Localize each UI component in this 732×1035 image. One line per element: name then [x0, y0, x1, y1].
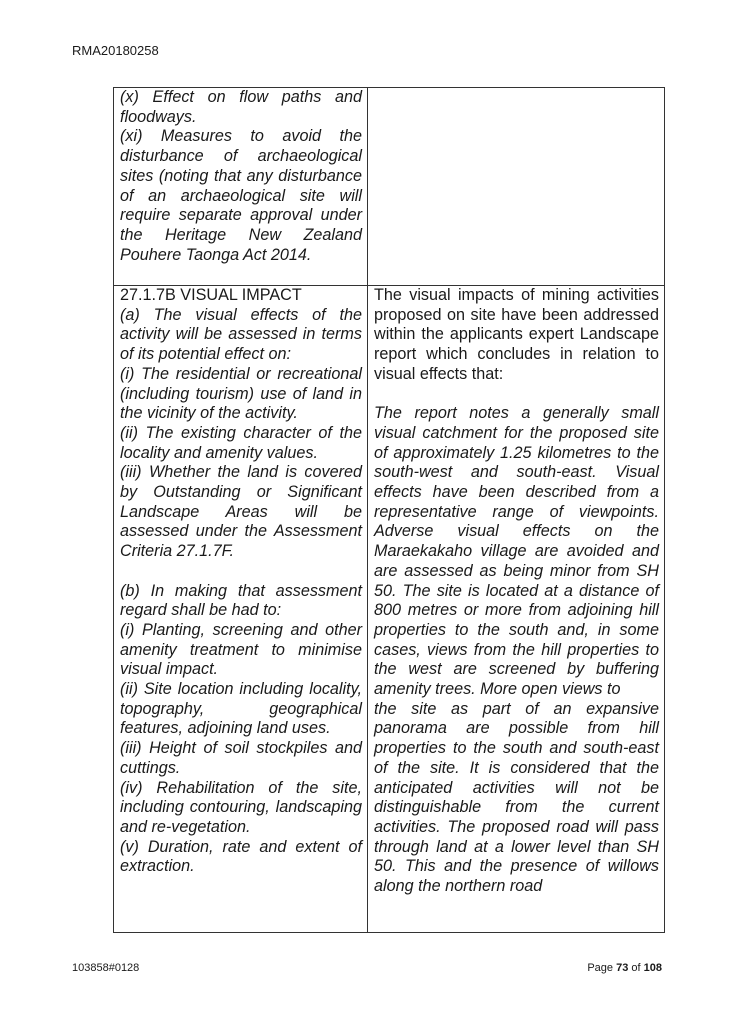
- criterion-b-ii: (ii) Site location including locality, topography, geographical features, adjoining land uses.: [120, 680, 362, 738]
- page-total: 108: [643, 962, 662, 974]
- criterion-b-v: (v) Duration, rate and extent of extraction.: [120, 837, 362, 876]
- criterion-x: (x) Effect on flow paths and floodways.: [120, 88, 362, 126]
- page-label: Page: [587, 962, 614, 974]
- table-row: [114, 88, 665, 286]
- section-heading: 27.1.7B VISUAL IMPACT: [120, 286, 302, 304]
- criteria-cell: [114, 286, 368, 933]
- assessment-table: [113, 87, 665, 933]
- criterion-a-ii: (ii) The existing character of the locality and amenity values.: [120, 423, 362, 462]
- response-cell: [368, 286, 665, 933]
- spacer: [120, 562, 362, 582]
- criterion-b: (b) In making that assessment regard shall be had to:: [120, 581, 362, 620]
- spacer: [374, 385, 659, 405]
- response-quote-continued: the site as part of an expansive panorama are possible from hill properties to the south and south-east of the site. It is considered that the anticipated activities will not be distinguishable from the current activities. The proposed road will pass through land at a lower level than SH 50. This and the presence of willows along the northern road: [374, 699, 659, 896]
- page-of: of: [631, 962, 641, 974]
- criterion-b-i: (i) Planting, screening and other amenity treatment to minimise visual impact.: [120, 620, 362, 679]
- criterion-a-iii: (iii) Whether the land is covered by Outstanding or Significant Landscape Areas will be assessed under the Assessment Criteria 27.1.7F.: [120, 463, 362, 561]
- response-cell: [368, 88, 665, 286]
- criterion-a-i: (i) The residential or recreational (including tourism) use of land in the vicinity of the activity.: [120, 364, 362, 423]
- criterion-xi: (xi) Measures to avoid the disturbance of archaeological sites (noting that any disturbance of an archaeological site will require separate approval under the Heritage New Zealand Pouhere Taonga Act 2014.: [120, 127, 362, 264]
- table-row: [114, 286, 665, 933]
- document-reference: RMA20180258: [72, 43, 159, 58]
- criterion-b-iv: (iv) Rehabilitation of the site, including contouring, landscaping and re-vegetation.: [120, 778, 362, 836]
- criterion-a: (a) The visual effects of the activity will be assessed in terms of its potential effect on:: [120, 305, 362, 364]
- criterion-b-iii: (iii) Height of soil stockpiles and cuttings.: [120, 739, 362, 777]
- page-number: [587, 962, 662, 974]
- response-intro: The visual impacts of mining activities proposed on site have been addressed within the applicants expert Landscape report which concludes in relation to visual effects that:: [374, 286, 659, 383]
- criteria-cell: [114, 88, 368, 286]
- response-quote: The report notes a generally small visual catchment for the proposed site of approximately 1.25 kilometres to the south-west and south-east. Visual effects have been described from a representative range of viewpoints. Adverse visual effects on the Maraekakaho village are avoided and are assessed as being minor from SH 50. The site is located at a distance of 800 metres or more from adjoining hill properties to the south and, in some cases, views from the hill properties to the west are screened by buffering amenity trees. More open views to: [374, 404, 659, 699]
- footer-doc-id: 103858#0128: [72, 962, 140, 974]
- page-current: 73: [616, 962, 629, 974]
